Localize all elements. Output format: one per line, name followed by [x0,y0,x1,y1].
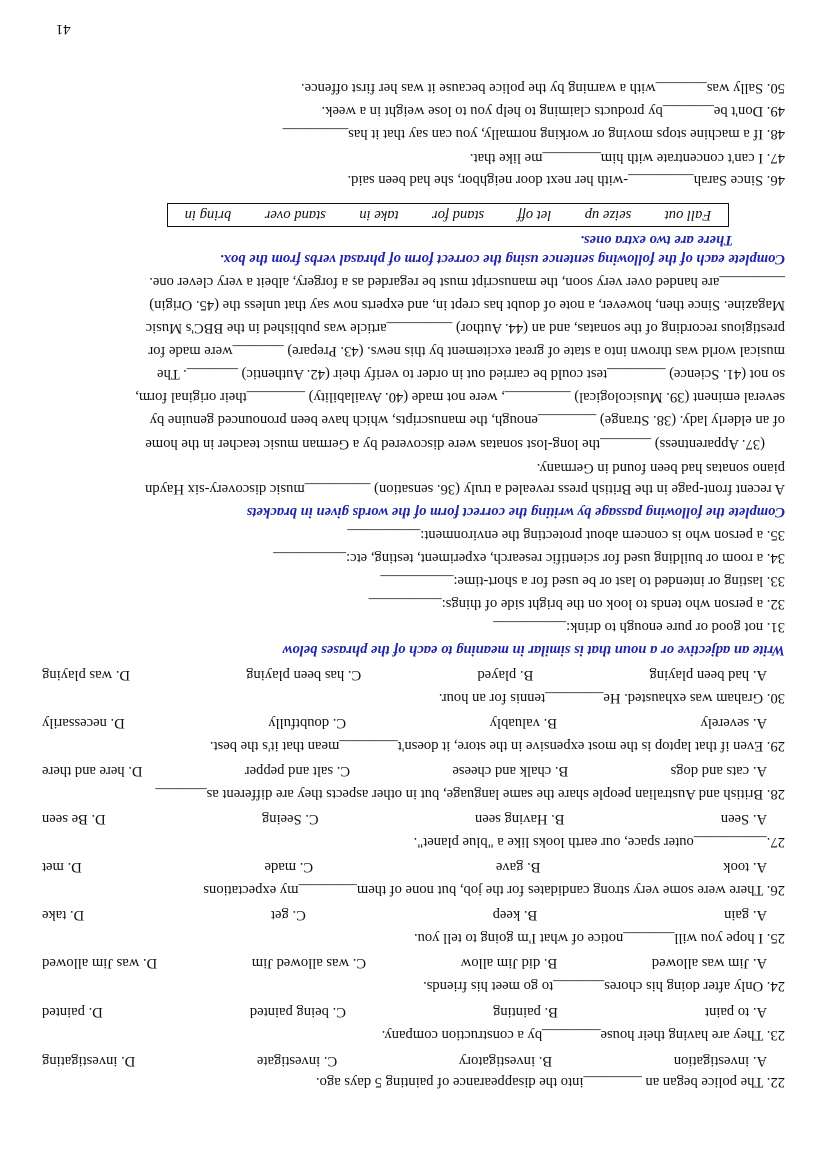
section-heading-word-form: Complete the following passage by writing the correct form of the words given in brackets [246,504,785,520]
passage-line: piano sonatas had been found in Germany. [536,460,785,476]
options-28 [42,762,767,780]
option-a: A. had been playing [649,667,767,683]
question-29: 29. Even if that laptop is the most expensive in the store, it doesn't________mean that it's the best. [209,738,785,754]
question-23: 23. They are having their house________by a construction company. [381,1027,785,1043]
option-c: C. investigate [256,1053,338,1069]
option-a: A. Jim was allowed [651,955,767,971]
option-c: C. Seeing [261,811,319,827]
passage-line: (37. Apparentness) _______the long-lost sonatas were discovered by a German music teacher in the home [145,436,765,452]
option-c: C. made [264,859,314,875]
question-28: 28. British and Australian people share the same language, but in other aspects they are different as_______ [155,786,785,802]
section-heading-vocabulary: Write an adjective or a noun that is similar in meaning to each of the phrases below [282,642,785,658]
option-b: B. investigatory [458,1053,553,1069]
question-22: 22. The police began an ________into the disappearance of painting 5 days ago. [315,1074,785,1090]
option-c: C. was allowed Jim [251,955,367,971]
option-b: B. did Jim allow [460,955,558,971]
question-32: 32. a person who tends to look on the bright side of things:__________ [368,596,785,612]
question-33: 33. lasting or intended to last or be used for a short-time:__________ [380,573,785,589]
question-46: 46. Since Sarah_________-with her next door neighbor, she had been said. [347,172,785,188]
question-34: 34. a room or building used for scientific research, experiment, testing, etc:__________ [273,550,785,566]
question-25: 25. I hope you will_______notice of what I'm going to tell you. [413,930,785,946]
option-b: B. chalk and cheese [452,763,569,779]
passage-line: so not (41. Science) ________test could be carried out in order to verify their (42. Authentic) _______. The [157,366,785,382]
option-d: D. met [42,859,82,875]
question-48: 48. If a machine stops moving or working normally, you can say that it has_________ [282,126,785,142]
phrasal-verb: bring in [184,207,232,224]
section-subheading-extra: There are two extra ones. [580,232,733,248]
section-heading-phrasal-verbs: Complete each of the following sentence using the correct form of phrasal verbs from the box. [219,251,785,267]
option-c: C. salt and pepper [244,763,351,779]
option-a: A. Seen [720,811,767,827]
option-b: B. played [477,667,534,683]
passage-line: Magazine. Since then, however, a note of doubt has crept in, and experts now say that unless the (45. Origin) [149,297,785,313]
option-a: A. gain [724,907,767,923]
phrasal-verb: stand for [431,207,485,224]
passage-line: several eminent (39. Musicological) _________, were not made (40. Availability) ________their original form, [135,389,785,405]
option-b: B. gave [495,859,541,875]
passage-line: of an elderly lady. (38. Strange) ________enough, the manuscripts, which have been pronounced genuine by [149,412,785,428]
options-30 [42,666,767,684]
question-24: 24. Only after doing his chores_______to go meet his friends. [423,978,785,994]
question-26: 26. There were some very strong candidates for the job, but none of them________my expectations [203,882,785,898]
option-d: D. Be seen [42,811,106,827]
option-b: B. painting [493,1004,558,1020]
option-d: D. was Jim allowed [42,955,158,971]
option-a: A. took [723,859,767,875]
phrasal-verb: let off [517,207,552,224]
question-47: 47. I can't concentrate with him________me like that. [469,150,785,166]
option-c: C. being painted [249,1004,346,1020]
option-c: C. get [270,907,306,923]
question-35: 35. a person who is concern about protecting the environment:__________ [347,527,785,543]
phrasal-verb: seize up [584,207,632,224]
question-50: 50. Sally was_______with a warning by the police because it was her first offence. [300,80,785,96]
question-49: 49. Don't be_______by products claiming to help you to lose weight in a week. [321,103,785,119]
option-d: D. painted [42,1004,103,1020]
option-c: C. doubtfully [268,715,347,731]
option-a: A. severely [700,715,767,731]
phrasal-verb: take in [359,207,399,224]
option-d: D. take [42,907,85,923]
option-a: A. investigation [673,1053,767,1069]
passage-line: prestigious recording of the sonatas, and an (44. Author) _________article was published in the BBC's Music [145,320,785,336]
options-22 [42,1052,767,1070]
phrasal-verb: Fall out [664,207,712,224]
passage-line: musical world was thrown into a state of great excitement by this news. (43. Prepare) _______were made for [148,343,785,359]
phrasal-verb: stand over [264,207,326,224]
passage-line: _________are handed over very soon, the manuscript must be regarded as a forgery, albeit a very clever one. [149,274,785,290]
options-25 [42,906,767,924]
question-27: 27.__________outer space, our earth looks like a "blue planet". [413,834,785,850]
passage-line: A recent front-page in the British press revealed a truly (36. sensation) _________music discovery-six Haydn [145,481,785,497]
options-23 [42,1003,767,1021]
options-26 [42,858,767,876]
page-number: 41 [56,21,71,37]
options-27 [42,810,767,828]
option-a: A. to paint [704,1004,767,1020]
options-24 [42,954,767,972]
option-c: C. has been playing [246,667,362,683]
phrasal-verb-box [167,203,729,227]
option-d: D. here and there [42,763,143,779]
option-a: A. cats and dogs [670,763,767,779]
option-d: D. was playing [42,667,130,683]
options-29 [42,714,767,732]
option-d: D. necessarily [42,715,125,731]
option-b: B. keep [492,907,538,923]
option-b: B. valuably [489,715,557,731]
option-d: D. investigating [42,1053,136,1069]
option-b: B. Having seen [474,811,565,827]
question-30: 30. Graham was exhausted. He________tennis for an hour. [438,690,785,706]
question-31: 31. not good or pure enough to drink:__________ [493,619,785,635]
